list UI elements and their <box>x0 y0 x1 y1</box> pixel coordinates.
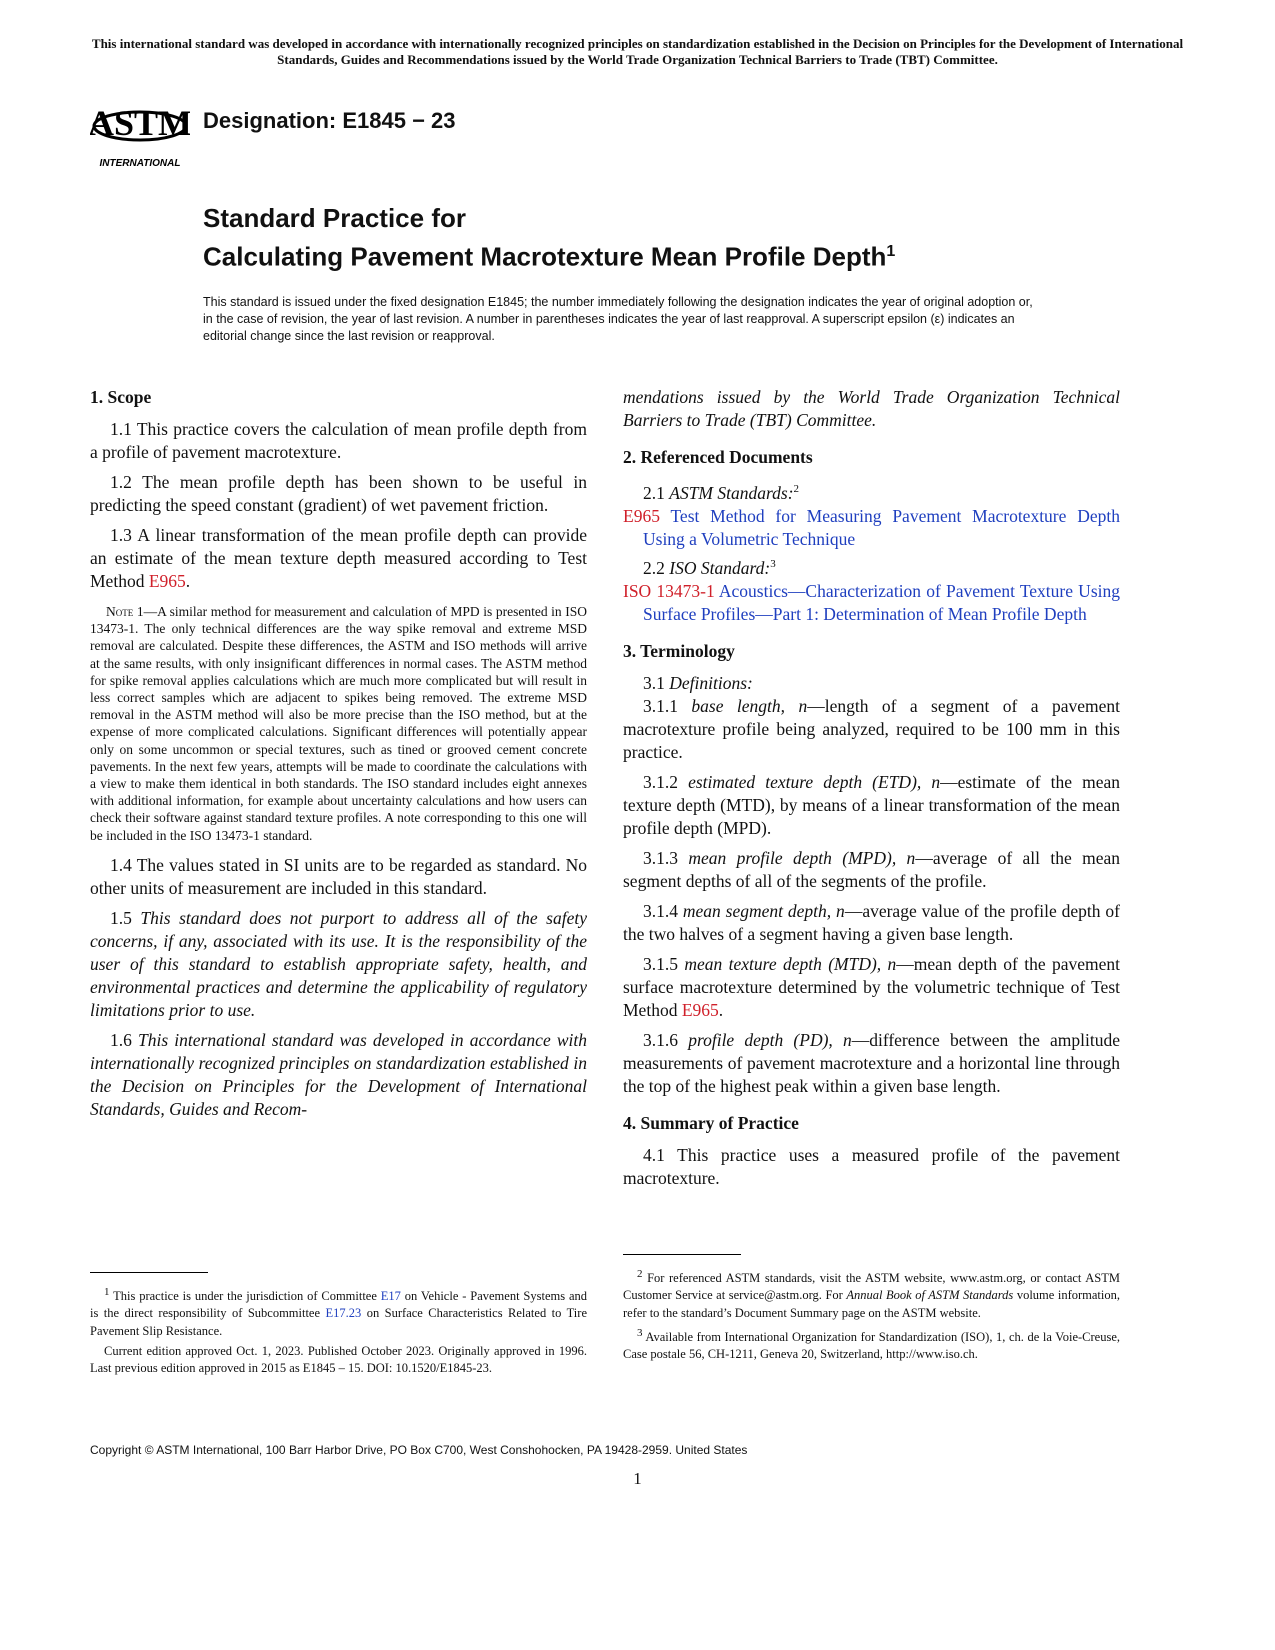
title-line-2: Calculating Pavement Macrotexture Mean Profile Depth <box>203 241 887 272</box>
para-1-6-continued: mendations issued by the World Trade Organization Technical Barriers to Trade (TBT) Committee. <box>623 387 1120 430</box>
footnote-2: $^2$ For referenced ASTM standards, visit the ASTM website, www.astm.org, or contact ASTM Customer Service at service@astm.org. For Annual Book of ASTM Standards volume information, refer to the standard’s Document Summary page on the ASTM website. <box>623 1268 1121 1320</box>
def-mtd: 3.1.5 mean texture depth (MTD), n—mean depth of the pavement surface macrotexture determined by the volumetric technique of Test Method E965. <box>623 953 1121 1020</box>
e965-link-2[interactable]: E965 <box>681 999 719 1020</box>
def-mpd: 3.1.3 mean profile depth (MPD), n—average of all the mean segment depths of all of the segments of the profile. <box>623 847 1120 891</box>
para-2-1: 2.1 ASTM Standards:$^2$ <box>643 482 800 503</box>
para-4-1: 4.1 This practice uses a measured profile of the pavement macrotexture. <box>623 1144 1120 1188</box>
para-1-3: 1.3 A linear transformation of the mean profile depth can provide an estimate of the mean texture depth measured according to Test Method E965. <box>90 525 587 591</box>
para-3-1: 3.1 Definitions: <box>643 672 753 693</box>
right-column <box>623 386 1120 1197</box>
top-notice: This international standard was developed in accordance with internationally recognized principles on standardization established in the Decision on Principles for the Development of International Standards, Guides and Recommendations issued by the World Trade Organization Technical Barriers to Trade (TBT) Committee. <box>91 36 1184 67</box>
left-column <box>90 386 587 1128</box>
designation: Designation: E1845 − 23 <box>203 108 456 133</box>
footnote-rule-right <box>623 1254 741 1255</box>
summary-heading: 4. Summary of Practice <box>623 1112 799 1133</box>
def-profile-depth: 3.1.6 profile depth (PD), n—difference between the amplitude measurements of pavement macrotexture and a horizontal line through the top of the highest peak within a given base length. <box>623 1029 1121 1096</box>
scope-heading: 1. Scope <box>90 387 152 407</box>
footnote-rule <box>90 1272 208 1273</box>
page-number: 1 <box>633 1469 642 1488</box>
title-footnote-ref[interactable]: 1 <box>886 243 896 260</box>
note-1: Note 1—A similar method for measurement and calculation of MPD is presented in ISO 13473-1. The only technical differences are the way spike removal and extreme MSD removal are calculated. Despite these differences, the ASTM and ISO methods will arrive at the same results, with only insignificant differences in normal cases. The ASTM method for spike removal applies calculations which are much more complicated but will result in less correct samples which are adjacent to spikes being removed. The extreme MSD removal in the ASTM method will also be more precise than the ISO method, but at the expense of more complicated calculations. Significant differences will potentially appear only on some uncommon or special textures, such as tined or grooved cement concrete pavements. In the next few years, attempts will be made to coordinate the calculations with a view to make them identical in both standards. The ISO standard includes eight annexes with additional information, for example about uncertainty calculations and how users can check their software against standard texture profiles. A note corresponding to this one will be included in the ISO 13473-1 standard. <box>90 604 587 843</box>
para-1-4: 1.4 The values stated in SI units are to be regarded as standard. No other units of measurement are included in this standard. <box>90 854 587 898</box>
terminology-heading: 3. Terminology <box>623 640 735 661</box>
logo-text: ASTM <box>90 103 190 143</box>
ref-e965[interactable]: E965 Test Method for Measuring Pavement Macrotexture Depth Using a Volumetric Technique <box>623 505 1120 549</box>
def-mean-segment-depth: 3.1.4 mean segment depth, n—average value of the profile depth of the two halves of a segment having a given base length. <box>623 900 1120 944</box>
e17-23-link[interactable]: E17.23 <box>325 1306 362 1321</box>
footnote-3: $^3$ Available from International Organization for Standardization (ISO), 1, ch. de la Voie-Creuse, Case postale 56, CH-1211, Geneva 20, Switzerland, http://www.iso.ch. <box>623 1326 1120 1362</box>
e17-link[interactable]: E17 <box>380 1289 401 1304</box>
left-footnotes <box>90 1272 587 1380</box>
para-1-6: 1.6 This international standard was developed in accordance with internationally recognized principles on standardization established in the Decision on Principles for the Development of International Standards, Guides and Recom- <box>90 1029 588 1119</box>
para-1-2: 1.2 The mean profile depth has been shown to be useful in predicting the speed constant (gradient) of wet pavement friction. <box>90 472 587 515</box>
e965-link[interactable]: E965 <box>148 571 186 591</box>
logo-subtext: INTERNATIONAL <box>99 158 181 169</box>
footnote-1-edition: Current edition approved Oct. 1, 2023. Published October 2023. Originally approved in 1996. Last previous edition approved in 2015 as E1845 – 15. DOI: 10.1520/E1845-23. <box>90 1343 587 1375</box>
title-line-1: Standard Practice for <box>203 203 466 233</box>
def-base-length: 3.1.1 base length, n—length of a segment of a pavement macrotexture profile being analyzed, required to be 100 mm in this practice. <box>623 695 1120 762</box>
astm-logo <box>90 86 190 170</box>
document-title <box>203 202 895 274</box>
para-1-1: 1.1 This practice covers the calculation of mean profile depth from a profile of pavement macrotexture. <box>90 419 587 462</box>
para-2-2: 2.2 ISO Standard:$^3$ <box>643 557 776 578</box>
def-etd: 3.1.2 estimated texture depth (ETD), n—estimate of the mean texture depth (MTD), by means of a linear transformation of the mean profile depth (MPD). <box>623 771 1120 838</box>
para-1-5: 1.5 This standard does not purport to address all of the safety concerns, if any, associated with its use. It is the responsibility of the user of this standard to establish appropriate safety, health, and environmental practices and determine the applicability of regulatory limitations prior to use. <box>90 907 588 1020</box>
footnote-1: $^1$ This practice is under the jurisdiction of Committee E17 on Vehicle - Pavement Systems and is the direct responsibility of Subcommittee E17.23 on Surface Characteristics Related to Tire Pavement Slip Resistance. <box>90 1286 587 1338</box>
ref-iso-13473-1[interactable]: ISO 13473-1 Acoustics—Characterization of Pavement Texture Using Surface Profiles—Part 1: Determination of Mean Profile Depth <box>623 580 1120 624</box>
right-footnotes <box>623 1254 1120 1366</box>
copyright: Copyright © ASTM International, 100 Barr Harbor Drive, PO Box C700, West Conshohocken, PA 19428-2959. United States <box>90 1443 748 1457</box>
issuance-statement: This standard is issued under the fixed designation E1845; the number immediately following the designation indicates the year of original adoption or, in the case of revision, the year of last revision. A number in parentheses indicates the year of last reapproval. A superscript epsilon (ε) indicates an editorial change since the last revision or reapproval. <box>203 295 1033 343</box>
referenced-documents-heading: 2. Referenced Documents <box>623 447 813 467</box>
